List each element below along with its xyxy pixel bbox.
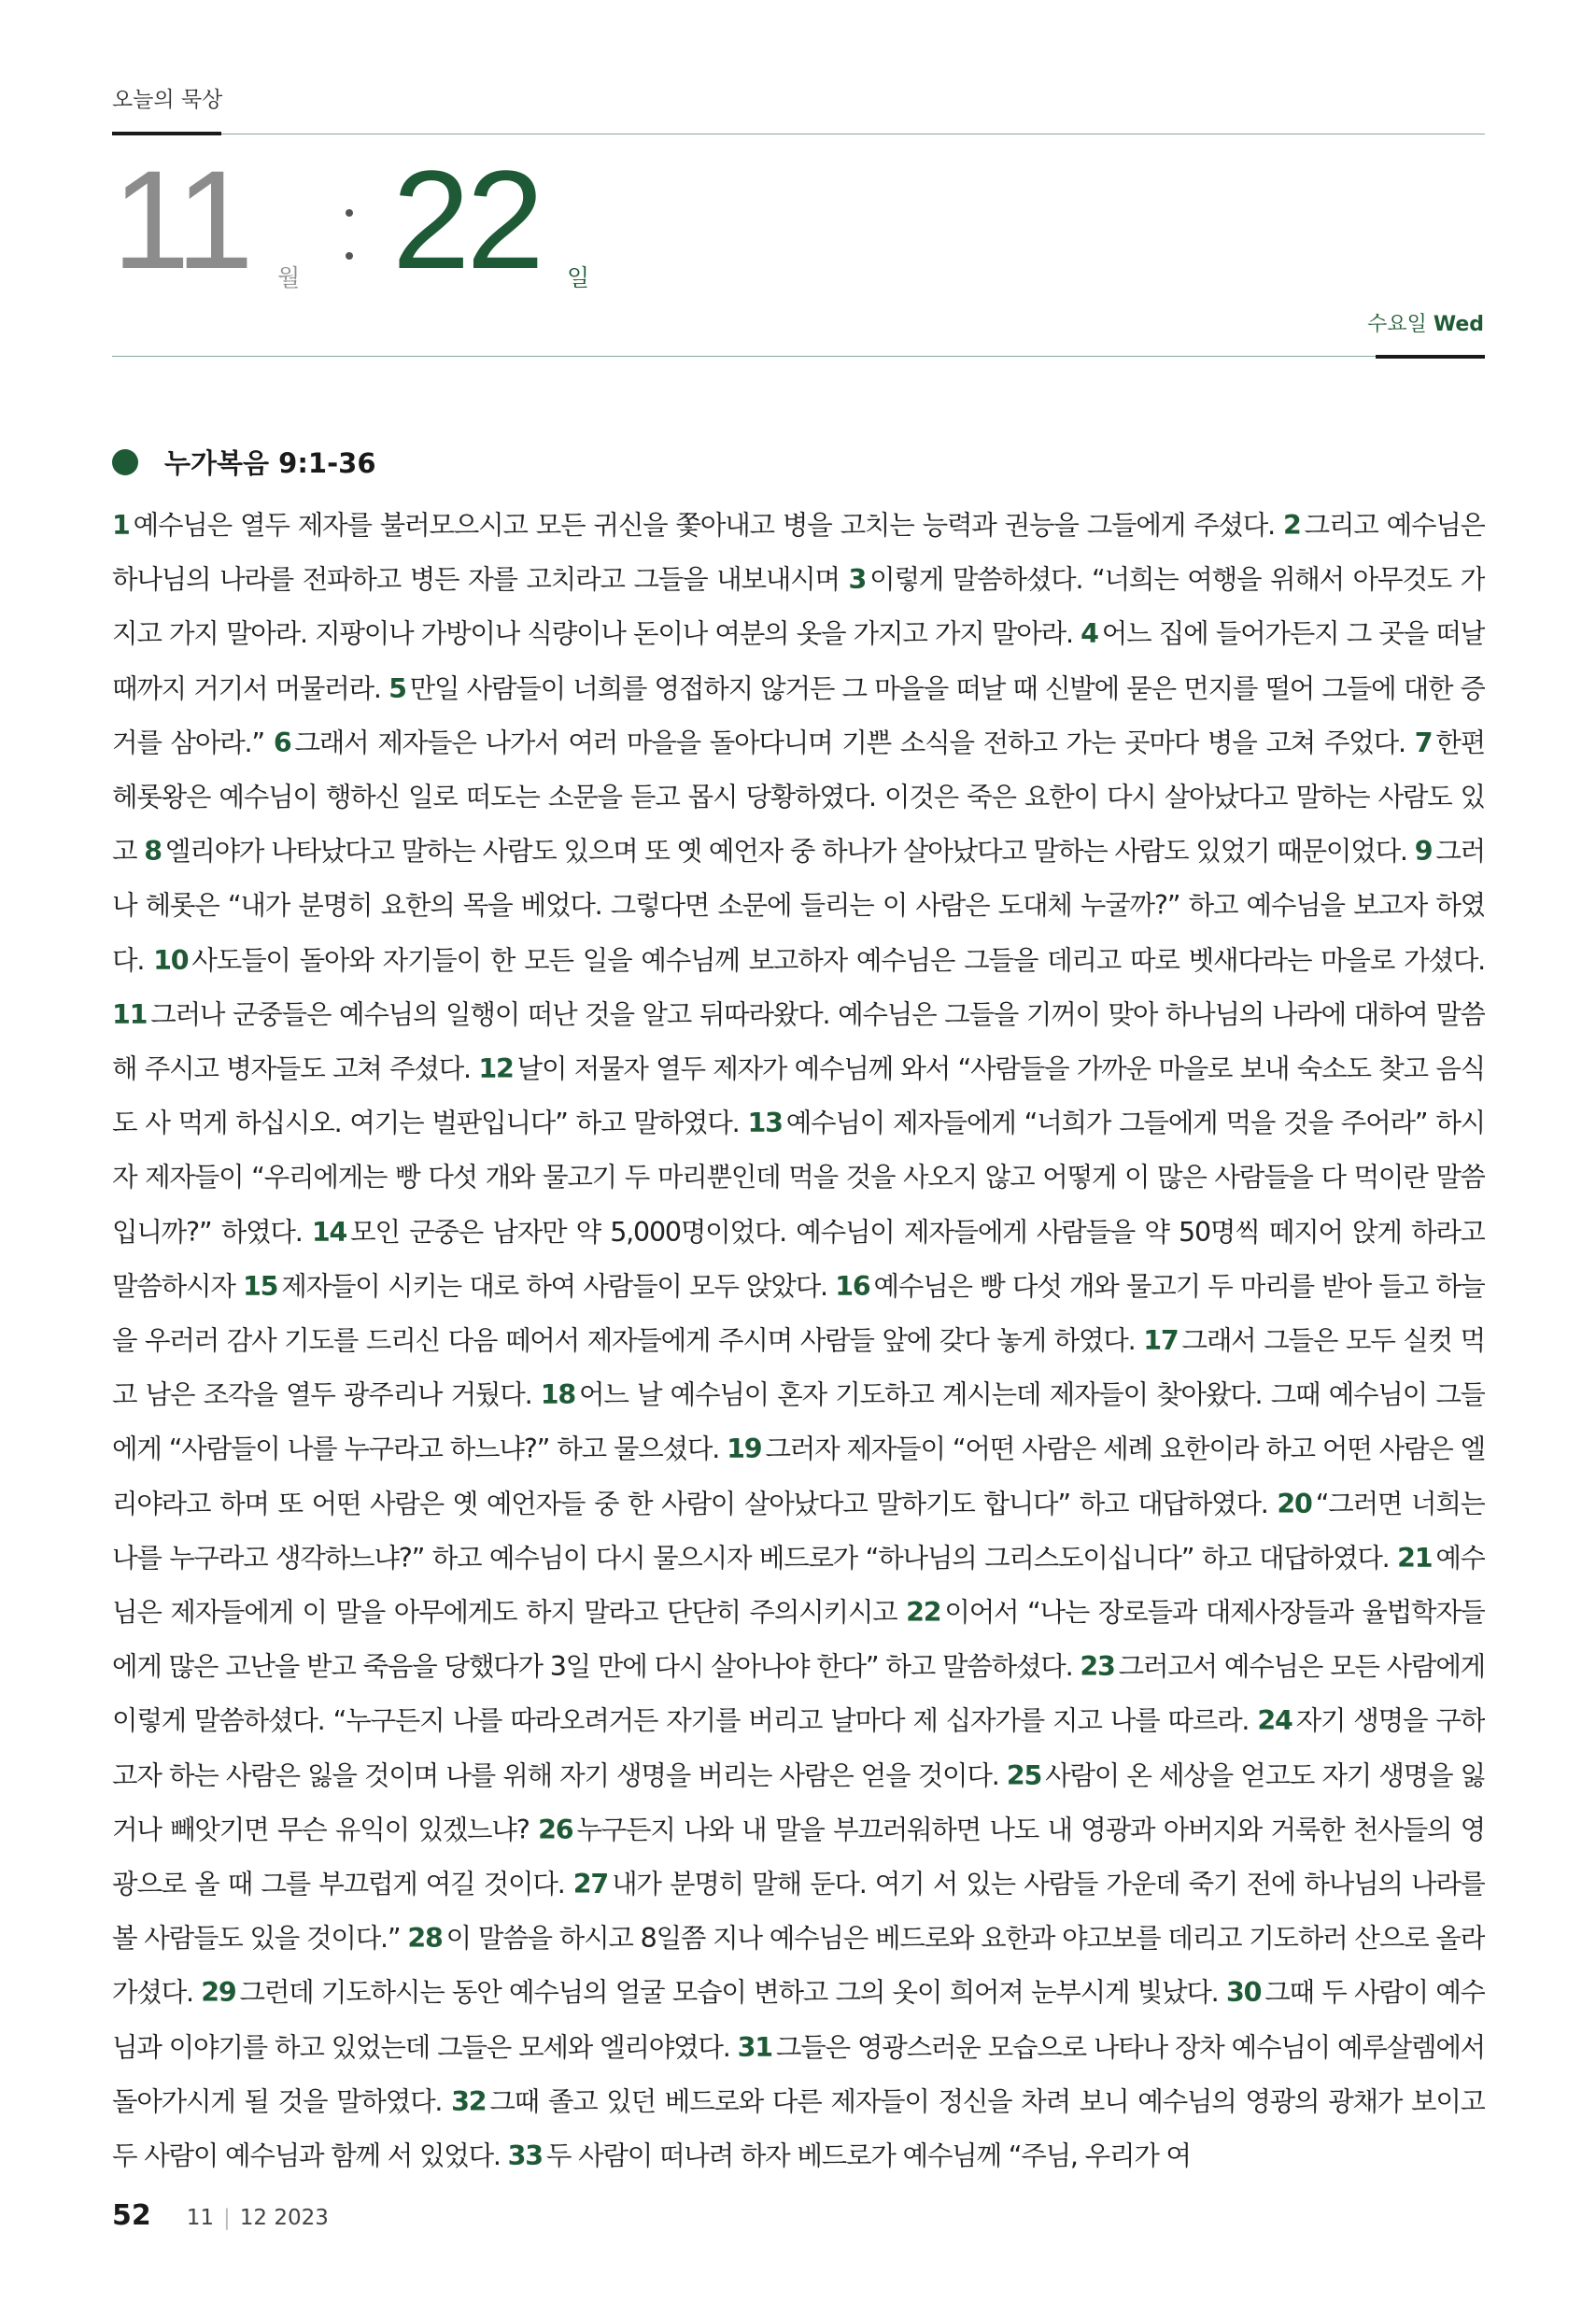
day-unit: 일 — [567, 264, 590, 291]
verse-number: 13 — [747, 1108, 783, 1139]
issue-year: 2023 — [274, 2206, 329, 2230]
issue-month: 11 — [186, 2206, 215, 2230]
verse-number: 20 — [1277, 1488, 1312, 1519]
verse-number: 18 — [540, 1379, 576, 1411]
verse — [201, 1977, 1218, 2008]
scripture-body — [112, 499, 1485, 2170]
verse — [508, 2140, 1191, 2170]
verse-text: 그런데 기도하시는 동안 예수님의 얼굴 모습이 변하고 그의 옷이 희어져 눈부시게 빛났다. — [239, 1977, 1219, 2009]
verse-number: 2 — [1283, 510, 1301, 541]
passage-heading — [112, 443, 376, 481]
verse-text: 제자들이 시키는 대로 하여 사람들이 모두 앉았다. — [281, 1270, 827, 1302]
verse-text: “그러면 너희는 나를 누구라고 생각하느냐?” 하고 예수님이 다시 물으시자 베드로가 “하나님의 그리스도이십니다” 하고 대답하였다. — [112, 1488, 1485, 1574]
verse-number: 33 — [507, 2140, 543, 2170]
verse-text: 이어서 “나는 장로들과 대제사장들과 율법학자들에게 많은 고난을 받고 죽음을 당했다가 3일 만에 다시 살아나야 한다” 하고 말씀하셨다. — [112, 1597, 1485, 1683]
verse-text: 그들은 영광스러운 모습으로 나타나 장차 예수님이 예루살렘에서 돌아가시게 될 것을 말하였다. — [112, 2031, 1485, 2117]
month-number: 11 — [112, 141, 250, 298]
verse-text: 이렇게 말씀하셨다. “너희는 여행을 위해서 아무것도 가지고 가지 말아라. 지팡이나 가방이나 식량이나 돈이나 여분의 옷을 가지고 가지 말아라. — [112, 564, 1485, 650]
verse-number: 11 — [112, 998, 148, 1030]
verse-number: 16 — [835, 1270, 870, 1302]
verse-text: 어느 날 예수님이 혼자 기도하고 계시는데 제자들이 찾아왔다. 그때 예수님이 그들에게 “사람들이 나를 누구라고 하느냐?” 하고 물으셨다. — [112, 1379, 1485, 1465]
page-number: 52 — [112, 2199, 151, 2232]
verse-number: 22 — [906, 1597, 941, 1629]
verse-text: 누구든지 나와 내 말을 부끄러워하면 나도 내 영광과 아버지와 거룩한 천사들의 영광으로 올 때 그를 부끄럽게 여길 것이다. — [112, 1814, 1485, 1900]
verse-text: 자기 생명을 구하고자 하는 사람은 잃을 것이며 나를 위해 자기 생명을 버리는 사람은 얻을 것이다. — [112, 1705, 1485, 1791]
weekday-rule-accent — [1376, 355, 1485, 359]
verse-text: 엘리야가 나타났다고 말하는 사람도 있으며 또 옛 예언자 중 하나가 살아났다고 말하는 사람도 있었기 때문이었다. — [164, 836, 1407, 868]
verse-number: 1 — [112, 510, 130, 541]
weekday — [1367, 308, 1484, 337]
verse-text: 그때 두 사람이 예수님과 이야기를 하고 있었는데 그들은 모세와 엘리야였다. — [112, 1977, 1485, 2063]
header-rule-accent — [112, 132, 221, 135]
verse — [274, 727, 1405, 758]
verse-text: 그러자 제자들이 “어떤 사람은 세례 요한이라 하고 어떤 사람은 엘리야라고 하며 또 어떤 사람은 옛 예언자들 중 한 사람이 살아났다고 말하기도 합니다” 하고 대답하였다. — [112, 1433, 1485, 1519]
page-footer — [112, 2199, 329, 2232]
verse-number: 9 — [1414, 836, 1433, 868]
verse-number: 12 — [478, 1053, 514, 1085]
verse-number: 25 — [1006, 1759, 1042, 1791]
verse-text: 사도들이 돌아와 자기들이 한 모든 일을 예수님께 보고하자 예수님은 그들을 데리고 따로 벳새다라는 마을로 가셨다. — [191, 944, 1485, 976]
verse — [153, 945, 1485, 976]
verse-text: 그때 졸고 있던 베드로와 다른 제자들이 정신을 차려 보니 예수님의 영광의 광채가 보이고 두 사람이 예수님과 함께 서 있었다. — [112, 2085, 1485, 2170]
date-colon — [346, 205, 353, 266]
verse-number: 4 — [1080, 618, 1098, 650]
verse-number: 15 — [243, 1270, 278, 1302]
verse — [243, 1271, 827, 1302]
issue-info — [187, 2206, 329, 2230]
verse-text: 사람이 온 세상을 얻고도 자기 생명을 잃거나 빼앗기면 무슨 유익이 있겠느냐? — [112, 1759, 1485, 1845]
day-number: 22 — [392, 141, 541, 298]
verse-number: 29 — [201, 1977, 236, 2009]
verse-text: 예수님은 열두 제자를 불러모으시고 모든 귀신을 쫓아내고 병을 고치는 능력과 권능을 그들에게 주셨다. — [133, 510, 1275, 541]
verse-number: 24 — [1257, 1705, 1292, 1737]
verse-text: 두 사람이 떠나려 하자 베드로가 예수님께 “주님, 우리가 여 — [545, 2140, 1191, 2170]
issue-separator: | — [223, 2206, 231, 2230]
verse-number: 10 — [153, 944, 189, 976]
verse-number: 32 — [451, 2085, 487, 2117]
section-title: 오늘의 묵상 — [112, 88, 223, 112]
verse-number: 19 — [727, 1433, 762, 1465]
verse-text: 그러고서 예수님은 모든 사람에게 이렇게 말씀하셨다. “누구든지 나를 따라오려거든 자기를 버리고 날마다 제 십자가를 지고 나를 따르라. — [112, 1651, 1485, 1737]
verse-number: 6 — [273, 727, 291, 758]
verse-number: 26 — [538, 1814, 573, 1845]
verse-number: 8 — [144, 836, 162, 868]
verse-number: 5 — [388, 672, 406, 704]
verse-number: 27 — [572, 1869, 609, 1900]
verse-number: 17 — [1143, 1325, 1179, 1357]
verse — [112, 510, 1275, 541]
verse-text: 한편 헤롯왕은 예수님이 행하신 일로 떠도는 소문을 듣고 몹시 당황하였다. 이것은 죽은 요한이 다시 살아났다고 말하는 사람도 있고 — [112, 727, 1485, 868]
weekday-korean: 수요일 — [1367, 313, 1427, 336]
verse-text: 이 말씀을 하시고 8일쯤 지나 예수님은 베드로와 요한과 야고보를 데리고 기도하러 산으로 올라가셨다. — [112, 1923, 1485, 2009]
issue-month-end: 12 — [239, 2206, 268, 2230]
verse-text: 그러나 군중들은 예수님의 일행이 떠난 것을 알고 뒤따라왔다. 예수님은 그들을 기꺼이 맞아 하나님의 나라에 대하여 말씀해 주시고 병자들도 고쳐 주셨다. — [112, 998, 1485, 1085]
verse-number: 28 — [407, 1923, 443, 1955]
weekday-english: Wed — [1433, 313, 1484, 336]
verse-number: 14 — [311, 1216, 347, 1248]
weekday-rule — [112, 356, 1485, 357]
verse-text: 어느 집에 들어가든지 그 곳을 떠날 때까지 거기서 머물러라. — [112, 618, 1485, 704]
verse-number: 3 — [848, 564, 867, 596]
verse-number: 30 — [1225, 1977, 1262, 2009]
verse-text: 예수님은 빵 다섯 개와 물고기 두 마리를 받아 들고 하늘을 우러러 감사 기도를 드리신 다음 떼어서 제자들에게 주시며 사람들 앞에 갖다 놓게 하였다. — [112, 1270, 1485, 1357]
verse-number: 21 — [1397, 1542, 1433, 1574]
verse-number: 7 — [1414, 727, 1433, 758]
verse-text: 그래서 제자들은 나가서 여러 마을을 돌아다니며 기쁜 소식을 전하고 가는 곳마다 병을 고쳐 주었다. — [294, 727, 1405, 758]
passage-reference: 누가복음 9:1-36 — [164, 447, 376, 479]
month-unit: 월 — [277, 264, 301, 291]
verse-text: 그리고 예수님은 하나님의 나라를 전파하고 병든 자를 고치라고 그들을 내보내시며 — [112, 510, 1485, 596]
bullet-dot-icon — [112, 449, 138, 475]
verse-text: 만일 사람들이 너희를 영접하지 않거든 그 마을을 떠날 때 신발에 묻은 먼지를 떨어 그들에 대한 증거를 삼아라.” — [112, 672, 1485, 758]
verse-text: 날이 저물자 열두 제자가 예수님께 와서 “사람들을 가까운 마을로 보내 숙소도 찾고 음식도 사 먹게 하십시오. 여기는 벌판입니다” 하고 말하였다. — [112, 1053, 1485, 1139]
verse-text: 예수님은 제자들에게 이 말을 아무에게도 하지 말라고 단단히 주의시키시고 — [112, 1542, 1485, 1629]
verse-text: 내가 분명히 말해 둔다. 여기 서 있는 사람들 가운데 죽기 전에 하나님의 나라를 볼 사람들도 있을 것이다.” — [112, 1869, 1485, 1955]
verse-text: 그래서 그들은 모두 실컷 먹고 남은 조각을 열두 광주리나 거뒀다. — [112, 1325, 1485, 1411]
verse-number: 23 — [1080, 1651, 1115, 1683]
verse — [144, 836, 1407, 867]
verse-number: 31 — [737, 2031, 772, 2063]
verse-text: 모인 군중은 남자만 약 5,000명이었다. 예수님이 제자들에게 사람들을 약 50명씩 떼지어 앉게 하라고 말씀하시자 — [112, 1216, 1485, 1302]
verse-text: 그러나 헤롯은 “내가 분명히 요한의 목을 베었다. 그렇다면 소문에 들리는 이 사람은 도대체 누굴까?” 하고 예수님을 보고자 하였다. — [112, 836, 1485, 976]
verse-text: 예수님이 제자들에게 “너희가 그들에게 먹을 것을 주어라” 하시자 제자들이 “우리에게는 빵 다섯 개와 물고기 두 마리뿐인데 먹을 것을 사오지 않고 어떻게 이 많은 사람들을 다 먹이란 말씀입니까?” 하였다. — [112, 1108, 1485, 1248]
